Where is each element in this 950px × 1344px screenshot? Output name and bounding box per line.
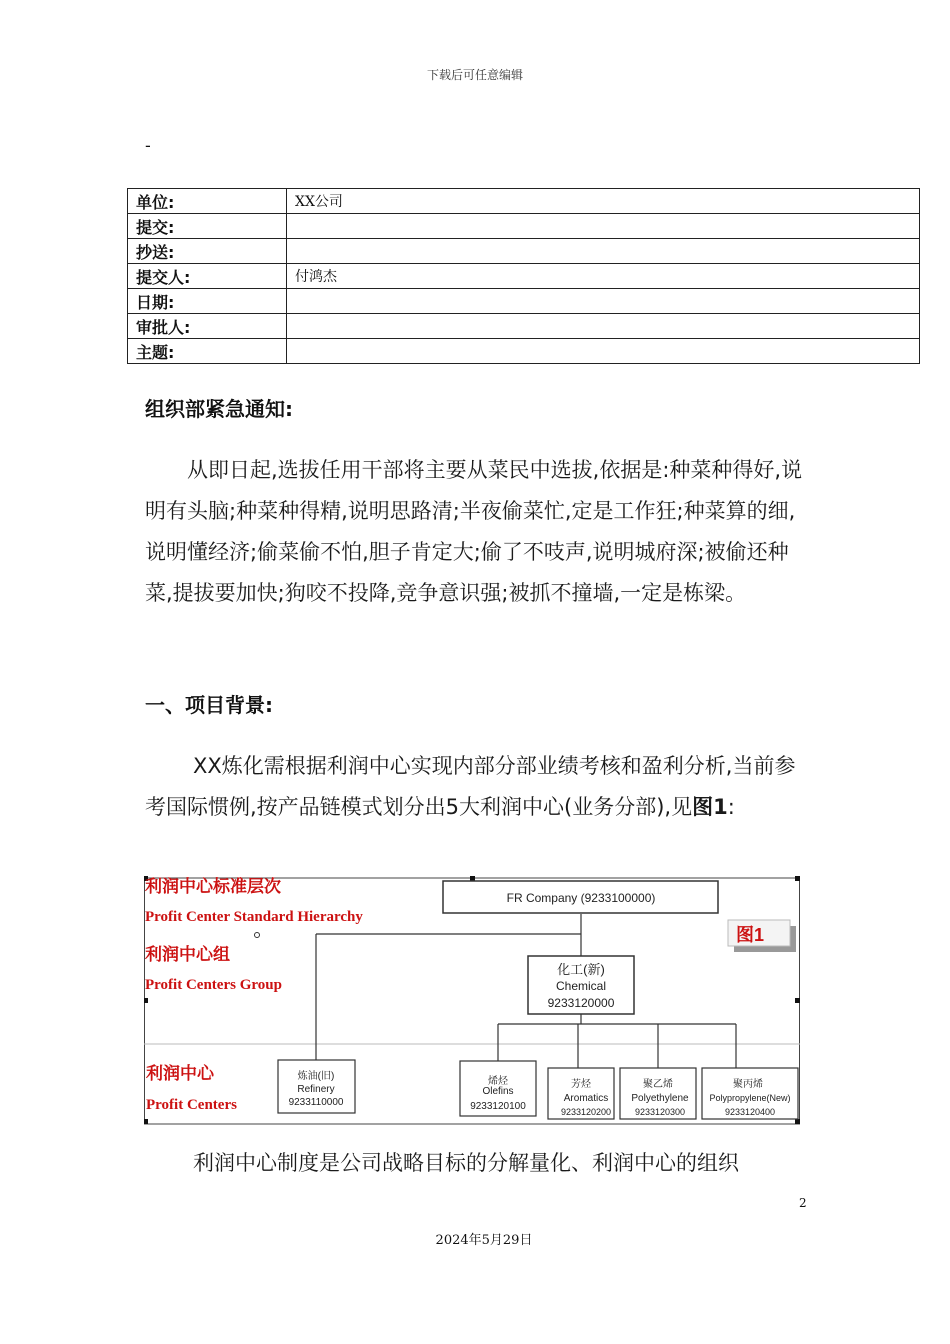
group-label-cn: 利润中心组 bbox=[145, 945, 230, 964]
centers-label-en: Profit Centers bbox=[146, 1097, 237, 1113]
polypropylene-node bbox=[702, 1068, 798, 1119]
aromatics-en: Aromatics bbox=[563, 1093, 609, 1104]
page-number: 2 bbox=[799, 1196, 807, 1210]
label-cell: 日期: bbox=[128, 289, 287, 314]
figure-badge bbox=[728, 920, 796, 952]
section1-body-colon: : bbox=[727, 795, 735, 819]
value-cell: XX公司 bbox=[287, 189, 920, 214]
olefins-node bbox=[460, 1061, 536, 1116]
polypropylene-en: Polypropylene(New) bbox=[709, 1093, 791, 1103]
polyethylene-code: 9233120300 bbox=[634, 1107, 686, 1117]
refinery-node bbox=[278, 1060, 355, 1113]
company-label: FR Company (9233100000) bbox=[506, 891, 656, 905]
figure-badge-label: 图1 bbox=[736, 925, 765, 945]
group-node-en: Chemical bbox=[555, 979, 607, 993]
olefins-cn: 烯烃 bbox=[488, 1076, 508, 1087]
refinery-code: 9233110000 bbox=[288, 1097, 344, 1108]
value-cell: 付鸿杰 bbox=[287, 264, 920, 289]
refinery-cn: 炼油(旧) bbox=[297, 1071, 335, 1082]
polypropylene-code: 9233120400 bbox=[724, 1107, 776, 1117]
group-node-code: 9233120000 bbox=[547, 996, 615, 1010]
value-cell bbox=[287, 214, 920, 239]
section1-body bbox=[145, 746, 810, 828]
section2-body: 利润中心制度是公司战略目标的分解量化、利润中心的组织 bbox=[193, 1151, 739, 1175]
aromatics-cn: 芳烃 bbox=[571, 1079, 591, 1090]
org-chart-figure bbox=[144, 874, 800, 1126]
notice-body: 从即日起,选拔任用干部将主要从菜民中选拔,依据是:种菜种得好,说明有头脑;种菜种得精,说明思路清;半夜偷菜忙,定是工作狂;种菜算的细,说明懂经济;偷菜偷不怕,胆子肯定大;偷了不吱声,说明城府深;被偷还种菜,提拔要加快;狗咬不投降,竞争意识强;被抓不撞墙,一定是栋梁。 bbox=[145, 458, 803, 605]
footer-date: 2024年5月29日 bbox=[435, 1233, 533, 1248]
info-table bbox=[127, 188, 920, 364]
dash-mark: - bbox=[145, 136, 151, 155]
polypropylene-cn: 聚丙烯 bbox=[733, 1079, 763, 1090]
table-row bbox=[128, 189, 920, 214]
polyethylene-cn: 聚乙烯 bbox=[643, 1079, 673, 1090]
label-cell: 抄送: bbox=[128, 239, 287, 264]
value-cell bbox=[287, 289, 920, 314]
table-row bbox=[128, 239, 920, 264]
group-node-cn: 化工(新) bbox=[557, 962, 605, 977]
refinery-en: Refinery bbox=[297, 1084, 335, 1095]
section1-title: 一、项目背景: bbox=[145, 693, 273, 717]
company-node bbox=[443, 881, 718, 913]
table-row bbox=[128, 339, 920, 364]
value-cell bbox=[287, 339, 920, 364]
label-cell: 主题: bbox=[128, 339, 287, 364]
group-node bbox=[528, 956, 634, 1014]
label-cell: 审批人: bbox=[128, 314, 287, 339]
group-label-en: Profit Centers Group bbox=[145, 977, 282, 993]
table-row bbox=[128, 289, 920, 314]
section1-body-text: XX炼化需根据利润中心实现内部分部业绩考核和盈利分析,当前参考国际惯例,按产品链模式划分出5大利润中心(业务分部),见 bbox=[145, 754, 796, 819]
label-cell: 提交: bbox=[128, 214, 287, 239]
table-row bbox=[128, 264, 920, 289]
olefins-code: 9233120100 bbox=[470, 1101, 526, 1112]
aromatics-node bbox=[548, 1068, 614, 1119]
value-cell bbox=[287, 314, 920, 339]
table-row bbox=[128, 314, 920, 339]
header-note: 下载后可任意编辑 bbox=[426, 68, 523, 82]
level-label-en: Profit Center Standard Hierarchy bbox=[145, 909, 363, 925]
figure-reference: 图1 bbox=[692, 795, 728, 819]
polyethylene-en: Polyethylene bbox=[631, 1093, 689, 1104]
polyethylene-node bbox=[620, 1068, 696, 1119]
table-row bbox=[128, 214, 920, 239]
aromatics-code: 9233120200 bbox=[560, 1107, 612, 1117]
label-cell: 提交人: bbox=[128, 264, 287, 289]
value-cell bbox=[287, 239, 920, 264]
centers-label-cn: 利润中心 bbox=[146, 1064, 214, 1083]
level-label-cn: 利润中心标准层次 bbox=[145, 877, 281, 896]
label-cell: 单位: bbox=[128, 189, 287, 214]
notice-title: 组织部紧急通知: bbox=[145, 397, 293, 421]
olefins-en: Olefins bbox=[482, 1086, 514, 1097]
